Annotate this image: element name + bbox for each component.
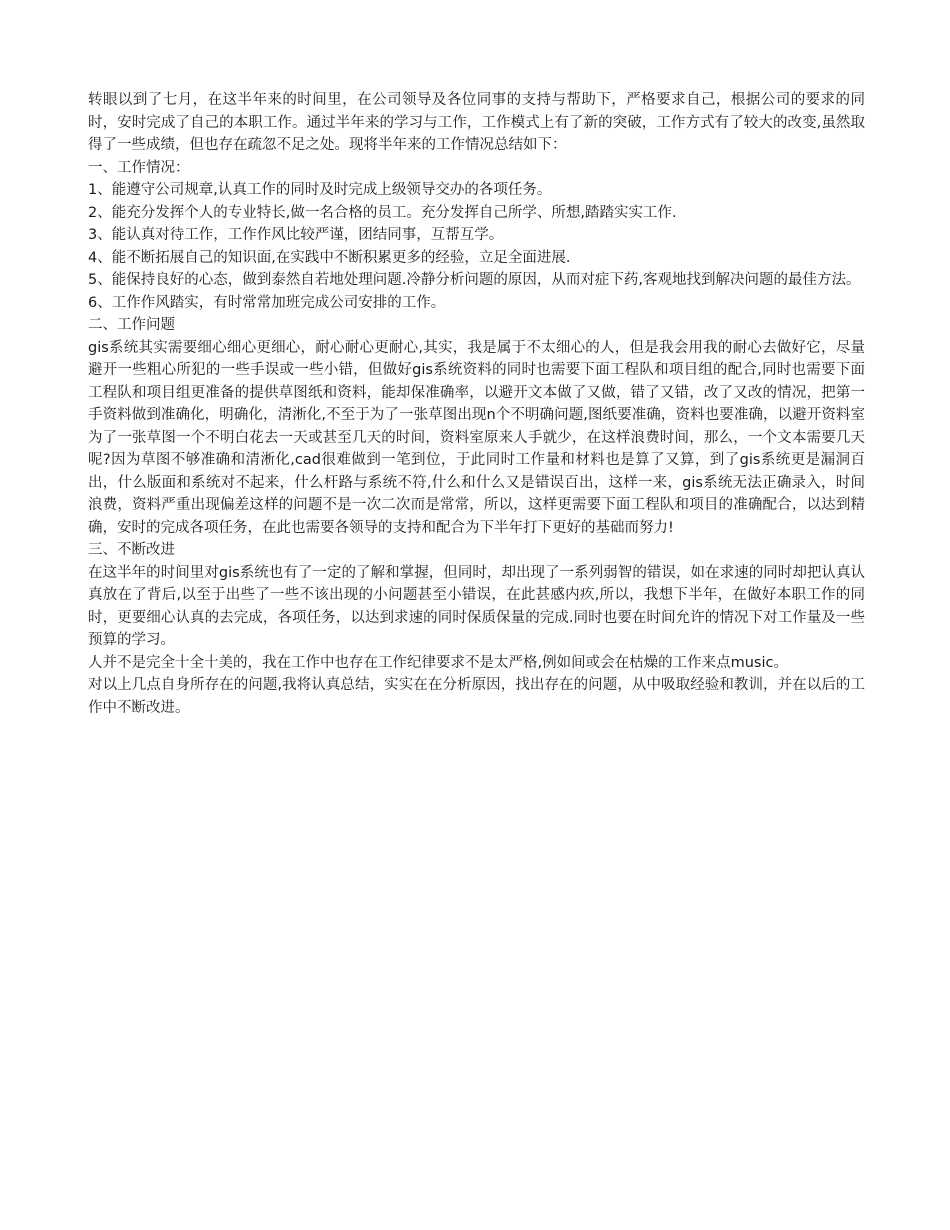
section-heading-improvement: 三、不断改进 bbox=[88, 542, 175, 558]
list-item: 4、能不断拓展自己的知识面,在实践中不断积累更多的经验，立足全面进展. bbox=[88, 249, 571, 266]
section-heading-work-problems: 二、工作问题 bbox=[88, 317, 175, 333]
list-item: 5、能保持良好的心态，做到泰然自若地处理问题.冷静分析问题的原因，从而对症下药,客观地找到解决问题的最佳方法。 bbox=[88, 272, 861, 288]
conclusion-paragraph: 对以上几点自身所存在的问题,我将认真总结，实实在在分析原因，找出存在的问题，从中吸取经验和教训，并在以后的工作中不断改进。 bbox=[88, 677, 865, 716]
list-item: 6、工作作风踏实，有时常常加班完成公司安排的工作。 bbox=[88, 294, 446, 311]
intro-paragraph: 转眼以到了七月，在这半年来的时间里，在公司领导及各位同事的支持与帮助下，严格要求自己，根据公司的要求的同时，安时完成了自己的本职工作。通过半年来的学习与工作，工作模式上有了新的突破，工作方式有了较大的改变,虽然取得了一些成绩，但也存在疏忽不足之处。现将半年来的工作情况总结如下： bbox=[88, 92, 865, 153]
list-item: 2、能充分发挥个人的专业特长,做一名合格的员工。充分发挥自己所学、所想,踏踏实实工作. bbox=[88, 204, 677, 221]
list-item: 3、能认真对待工作，工作作风比较严谨，团结同事，互帮互学。 bbox=[88, 227, 504, 243]
section-heading-work-status: 一、工作情况： bbox=[88, 159, 190, 176]
discipline-paragraph: 人并不是完全十全十美的，我在工作中也存在工作纪律要求不是太严格,例如间或会在枯燥的工作来点music。 bbox=[88, 654, 788, 671]
problems-paragraph: gis系统其实需要细心细心更细心，耐心耐心更耐心,其实，我是属于不太细心的人，但是我会用我的耐心去做好它，尽量避开一些粗心所犯的一些手误或一些小错，但做好gis系统资料的同时也需要下面工程队和项目组的配合,同时也需要下面工程队和项目组更准备的提供草图纸和资料，能却保准确率，以避开文本做了又做，错了又错，改了又改的情况，把第一手资料做到准确化，明确化，清淅化,不至于为了一张草图出现n个不明确问题,图纸要准确，资料也要准确，以避开资料室为了一张草图一个不明白花去一天或甚至几天的时间，资料室原来人手就少，在这样浪费时间，那么，一个文本需要几天呢?因为草图不够准确和清淅化,cad很难做到一笔到位，于此同时工作量和材料也是算了又算，到了gis系统更是漏洞百出，什么版面和系统对不起来，什么杆路与系统不符,什么和什么又是错误百出，这样一来，gis系统无法正确录入，时间浪费，资料严重出现偏差这样的问题不是一次二次而是常常，所以，这样更需要下面工程队和项目的准确配合，以达到精确，安时的完成各项任务，在此也需要各领导的支持和配合为下半年打下更好的基础而努力! bbox=[88, 339, 865, 536]
document-body bbox=[88, 89, 865, 719]
improvement-paragraph: 在这半年的时间里对gis系统也有了一定的了解和掌握，但同时，却出现了一系列弱智的错误，如在求速的同时却把认真认真放在了背后,以至于出些了一些不该出现的小问题甚至小错误，在此甚感内疚,所以，我想下半年，在做好本职工作的同时，更要细心认真的去完成，各项任务，以达到求速的同时保质保量的完成.同时也要在时间允许的情况下对工作量及一些预算的学习。 bbox=[88, 564, 865, 648]
list-item: 1、能遵守公司规章,认真工作的同时及时完成上级领导交办的各项任务。 bbox=[88, 182, 552, 198]
